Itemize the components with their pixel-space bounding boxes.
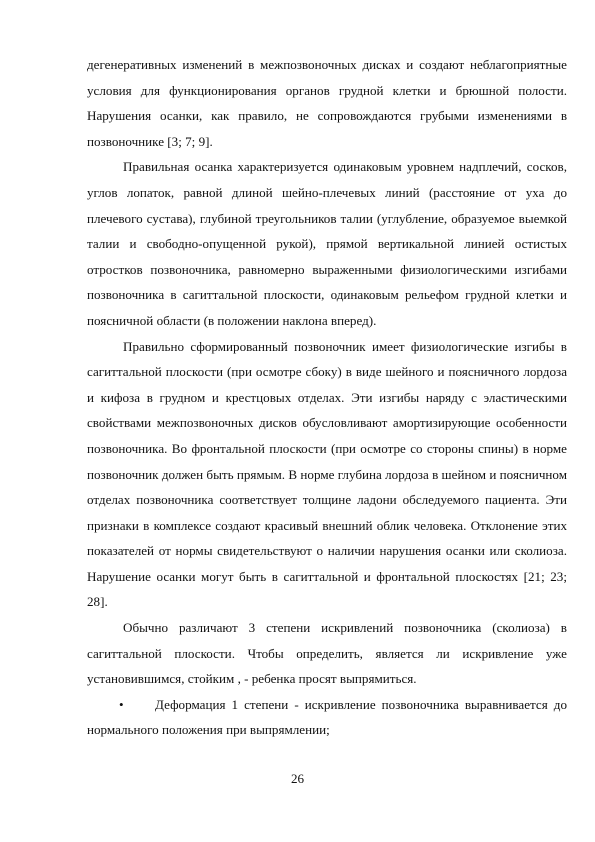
body-text [87, 52, 567, 743]
page-number: 26 [290, 771, 305, 786]
list-item [87, 692, 567, 743]
paragraph-scoliosis-degrees: Обычно различают 3 степени искривлений позвоночника (сколиоза) в сагиттальной плоскости. Чтобы определить, является ли искривление уже установившимся, стойким , - ребенка просят выпрямиться. [87, 620, 567, 687]
paragraph-correct-posture: Правильная осанка характеризуется одинаковым уровнем надплечий, сосков, углов лопаток, равной длиной шейно-плечевых линий (расстояние от уха до плечевого сустава), глубиной треугольников талии (углубление, образуемое выемкой талии и свободно-опущенной рукой), прямой вертикальной линией остистых отростков позвоночника, равномерно выраженными физиологическими изгибами позвоночника в сагиттальной плоскости, одинаковым рельефом грудной клетки и поясничной области (в положении наклона вперед). [87, 159, 567, 328]
paragraph-continuation: дегенеративных изменений в межпозвоночных дисках и создают неблагоприятные условия для функционирования органов грудной клетки и брюшной полости. Нарушения осанки, как правило, не сопровождаются грубыми изменениями в позвоночнике [3; 7; 9]. [87, 57, 567, 149]
paragraph-spine-curves: Правильно сформированный позвоночник имеет физиологические изгибы в сагиттальной плоскости (при осмотре сбоку) в виде шейного и поясничного лордоза и кифоза в грудном и крестцовых отделах. Эти изгибы наряду с эластическими свойствами межпозвоночных дисков обусловливают амортизирующие особенности позвоночника. Во фронтальной плоскости (при осмотре со стороны спины) в норме позвоночник должен быть прямым. В норме глубина лордоза в шейном и поясничном отделах позвоночника соответствует толщине ладони обследуемого пациента. Эти признаки в комплексе создают красивый внешний облик человека. Отклонение этих показателей от нормы свидетельствуют о наличии нарушения осанки или сколиоза. Нарушение осанки могут быть в сагиттальной и фронтальной плоскостях [21; 23; 28]. [87, 338, 567, 610]
bullet-icon: • [119, 696, 124, 712]
list-item-text: Деформация 1 степени - искривление позвоночника выравнивается до нормального положения при выпрямлении; [87, 696, 567, 738]
